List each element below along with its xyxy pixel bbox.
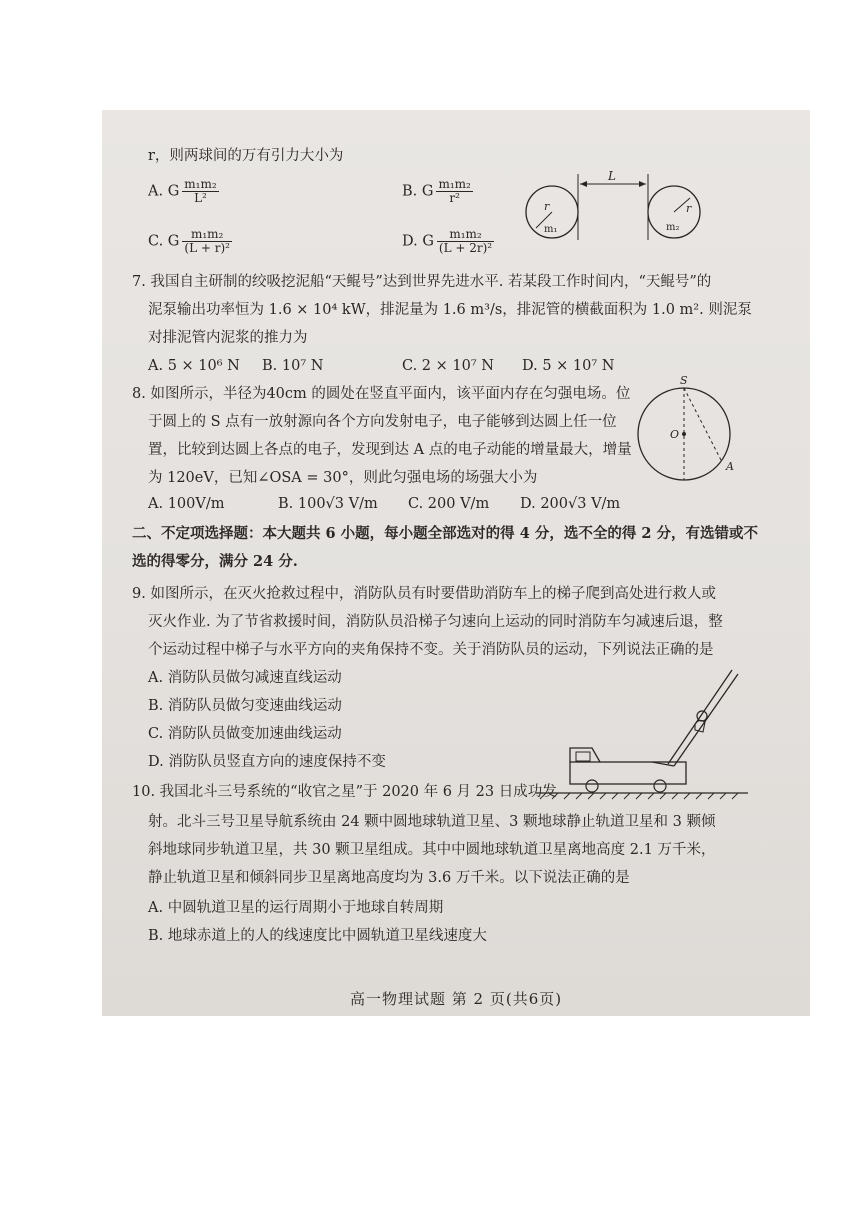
firefighter-body	[695, 720, 705, 732]
section2-heading-2: 选的得零分，满分 24 分.	[132, 553, 298, 570]
q9-option-c: C. 消防队员做变加速曲线运动	[148, 726, 342, 742]
q7-line-3: 对排泥管内泥浆的推力为	[148, 330, 308, 346]
arrowhead-right	[639, 181, 646, 187]
q7-option-d: D. 5 × 10⁷ N	[522, 358, 615, 374]
ladder-rail-2	[674, 674, 738, 766]
label-L: L	[608, 169, 616, 183]
q8-line-2: 于圆上的 S 点有一放射源向各个方向发射电子，电子能够到达圆上任一位	[148, 414, 617, 430]
q8-option-a: A. 100V/m	[148, 496, 225, 512]
label-S: S	[680, 374, 688, 387]
q9-option-b: B. 消防队员做匀变速曲线运动	[148, 698, 342, 714]
truck-window	[576, 752, 590, 761]
q8-option-d: D. 200√3 V/m	[520, 496, 621, 512]
page-footer: 高一物理试题 第 2 页(共6页)	[350, 990, 563, 1008]
q7-option-b: B. 10⁷ N	[262, 358, 324, 374]
label-m2: m₂	[666, 222, 680, 233]
label-r1: r	[544, 200, 550, 213]
q6-option-b: B. G $\frac{\text{m₁m₂}}{\text{r²}}$	[402, 177, 471, 205]
firefighter-head	[697, 711, 707, 721]
q10-line-4: 静止轨道卫星和倾斜同步卫星离地高度均为 3.6 万千米。以下说法正确的是	[148, 870, 630, 886]
wheel-rear	[654, 780, 666, 792]
q7-line-1: 7. 我国自主研制的绞吸挖泥船“天鲲号”达到世界先进水平. 若某段工作时间内，“天鲲号”的	[132, 274, 712, 290]
q8-option-c: C. 200 V/m	[408, 496, 490, 512]
q6-stem-tail: r，则两球间的万有引力大小为	[148, 148, 344, 164]
q7-option-c: C. 2 × 10⁷ N	[402, 358, 494, 374]
ground-hatching	[540, 793, 738, 799]
q8-line-4: 为 120eV，已知∠OSA = 30°，则此匀强电场的场强大小为	[148, 470, 538, 486]
exam-page	[102, 110, 810, 1016]
q8-line-3: 置，比较到达圆上各点的电子，发现到达 A 点的电子动能的增量最大，增量	[148, 442, 632, 458]
q6-option-a: A. G $\frac{\text{m₁m₂}}{\text{L²}}$	[148, 177, 217, 205]
chord-SA	[684, 388, 722, 462]
q10-line-1: 10. 我国北斗三号系统的“收官之星”于 2020 年 6 月 23 日成功发	[132, 784, 557, 800]
section2-heading-1: 二、不定项选择题：本大题共 6 小题，每小题全部选对的得 4 分，选不全的得 2 分，有选错或不	[132, 525, 759, 542]
q10-option-a: A. 中圆轨道卫星的运行周期小于地球自转周期	[148, 900, 444, 916]
label-A: A	[726, 460, 734, 473]
q9-option-a: A. 消防队员做匀减速直线运动	[148, 670, 342, 686]
ladder-rail-1	[668, 670, 732, 764]
truck-cab	[570, 748, 600, 762]
q9-option-d: D. 消防队员竖直方向的速度保持不变	[148, 754, 386, 770]
q7-line-2: 泥泵输出功率恒为 1.6 × 10⁴ kW，排泥量为 1.6 m³/s，排泥管的横截面积为 1.0 m². 则泥泵	[148, 302, 752, 318]
q8-line-1: 8. 如图所示，半径为40cm 的圆处在竖直平面内，该平面内存在匀强电场。位	[132, 386, 631, 402]
q9-line-3: 个运动过程中梯子与水平方向的夹角保持不变。关于消防队员的运动，下列说法正确的是	[148, 642, 714, 658]
center-point	[682, 432, 686, 436]
q10-line-2: 射。北斗三号卫星导航系统由 24 颗中圆地球轨道卫星、3 颗地球静止轨道卫星和 3 颗倾	[148, 814, 716, 830]
q9-line-2: 灭火作业. 为了节省救援时间，消防队员沿梯子匀速向上运动的同时消防车匀减速后退，整	[148, 614, 723, 630]
q10-option-b: B. 地球赤道上的人的线速度比中圆轨道卫星线速度大	[148, 928, 487, 944]
label-r2: r	[686, 202, 692, 215]
wheel-front	[586, 780, 598, 792]
q6-option-c: C. G $\frac{\text{m₁m₂}}{\text{(L + r)²}}$	[148, 227, 230, 255]
fire-truck-figure	[532, 666, 752, 802]
q8-option-b: B. 100√3 V/m	[278, 496, 378, 512]
circle-field-figure	[632, 374, 742, 484]
label-O: O	[670, 428, 680, 441]
q6-option-d: D. G $\frac{\text{m₁m₂}}{\text{(L + 2r)²}}$	[402, 227, 493, 255]
q10-line-3: 斜地球同步轨道卫星，共 30 颗卫星组成。其中中圆地球轨道卫星离地高度 2.1 万千米，	[148, 842, 716, 858]
q9-line-1: 9. 如图所示，在灭火抢救过程中，消防队员有时要借助消防车上的梯子爬到高处进行救人或	[132, 586, 716, 602]
q7-option-a: A. 5 × 10⁶ N	[148, 358, 240, 374]
label-m1: m₁	[544, 224, 558, 235]
arrowhead-left	[580, 181, 587, 187]
two-spheres-figure	[514, 168, 714, 248]
